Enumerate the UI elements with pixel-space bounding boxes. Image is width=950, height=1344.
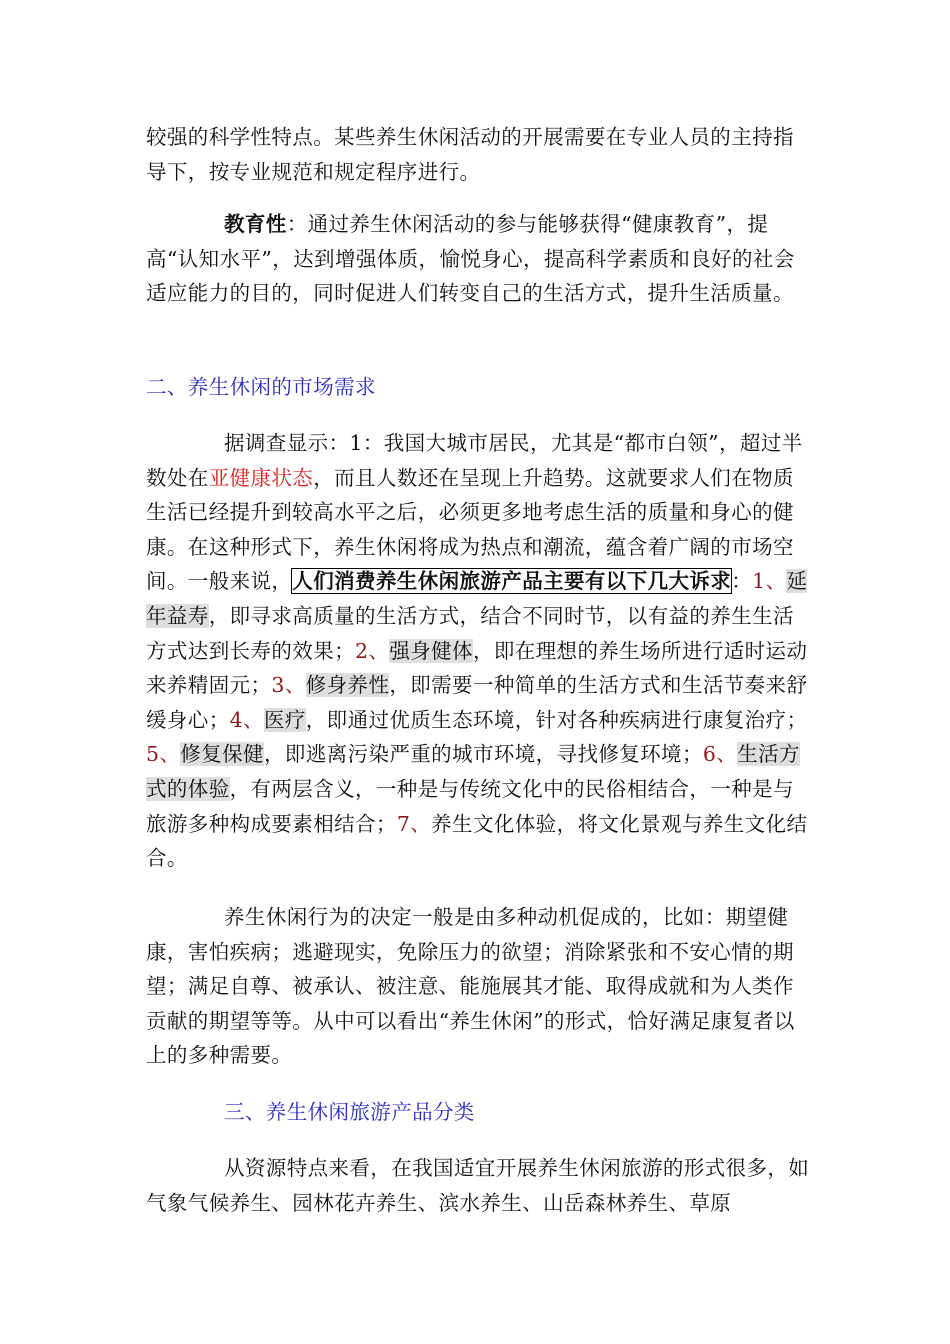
paragraph-market-demand	[146, 426, 814, 876]
education-label: 教育性	[224, 212, 287, 236]
paragraph-text: 养生休闲行为的决定一般是由多种动机促成的，比如：期望健康，害怕疾病；逃避现实，免除压力的欲望；消除紧张和不安心情的期望；满足自尊、被承认、被注意、能施展其才能、取得成就和为人类作贡献的期望等等。从中可以看出“养生休闲”的形式，恰好满足康复者以上的多种需要。	[146, 905, 795, 1068]
item-number: 5、	[146, 742, 181, 767]
heading-text: 三、养生休闲旅游产品分类	[224, 1100, 475, 1124]
item-number: 2、	[355, 638, 390, 663]
subhealth-term: 亚健康状态	[208, 465, 314, 490]
text-run: ，即寻求高质量的生活方式，结合不同时节，以有益的养生生活方式达到长寿的效果；	[146, 603, 794, 663]
text-run: ，即逃离污染严重的城市环境，寻找修复环境；	[263, 742, 703, 767]
text-run: ，即在理想的养生场所进行适时运动来养精固元；	[146, 638, 808, 698]
text-run: ，即需要一种简单的生活方式和生活节奏来舒缓身心；	[146, 673, 808, 732]
text-run: 养生文化体验，将文化景观与养生文化结合。	[146, 811, 808, 871]
heading-text: 二、养生休闲的市场需求	[146, 375, 376, 399]
text-run: ：	[731, 569, 753, 594]
paragraph-continued	[146, 120, 814, 189]
highlight-term: 强身健体	[389, 638, 473, 663]
paragraph-text: 较强的科学性特点。某些养生休闲活动的开展需要在专业人员的主持指导下，按专业规范和规定程序进行。	[146, 125, 794, 184]
highlight-term: 延年益寿	[146, 569, 808, 628]
text-run: 据调查显示：1：我国大城市居民，尤其是“都市白领”，超过半数处在	[146, 431, 803, 490]
highlight-term: 生活方式的体验	[146, 742, 800, 801]
item-number: 6、	[702, 742, 738, 767]
paragraph-motivation	[146, 900, 814, 1073]
text-run: ，即通过优质生态环境，针对各种疾病进行康复治疗；	[305, 707, 808, 732]
boxed-emphasis: 人们消费养生休闲旅游产品主要有以下几大诉求	[292, 569, 732, 594]
paragraph-text: ：通过养生休闲活动的参与能够获得“健康教育”，提高“认知水平”，达到增强体质，愉悦身心，提高科学素质和良好的社会适应能力的目的，同时促进人们转变自己的生活方式，提升生活质量。	[146, 212, 795, 306]
paragraph-education	[146, 207, 814, 311]
item-number: 7、	[396, 811, 432, 836]
section-heading-market-demand	[146, 370, 814, 405]
item-number: 1、	[752, 569, 787, 594]
section-heading-product-classification	[146, 1095, 814, 1130]
highlight-term: 修复保健	[180, 742, 264, 767]
item-number: 3、	[271, 673, 306, 698]
text-run: ，而且人数还在呈现上升趋势。这就要求人们在物质生活已经提升到较高水平之后，必须更多地考虑生活的质量和身心的健康。在这种形式下，养生休闲将成为热点和潮流，蕴含着广阔的市场空间。一般来说，	[146, 465, 794, 594]
highlight-term: 修身养性	[305, 673, 390, 698]
paragraph-text: 从资源特点来看，在我国适宜开展养生休闲旅游的形式很多，如气象气候养生、园林花卉养生、滨水养生、山岳森林养生、草原	[146, 1156, 810, 1215]
text-run: ，有两层含义，一种是与传统文化中的民俗相结合，一种是与旅游多种构成要素相结合；	[146, 776, 794, 836]
item-number: 4、	[229, 707, 264, 732]
paragraph-resources	[146, 1151, 814, 1220]
highlight-term: 医疗	[263, 707, 306, 732]
